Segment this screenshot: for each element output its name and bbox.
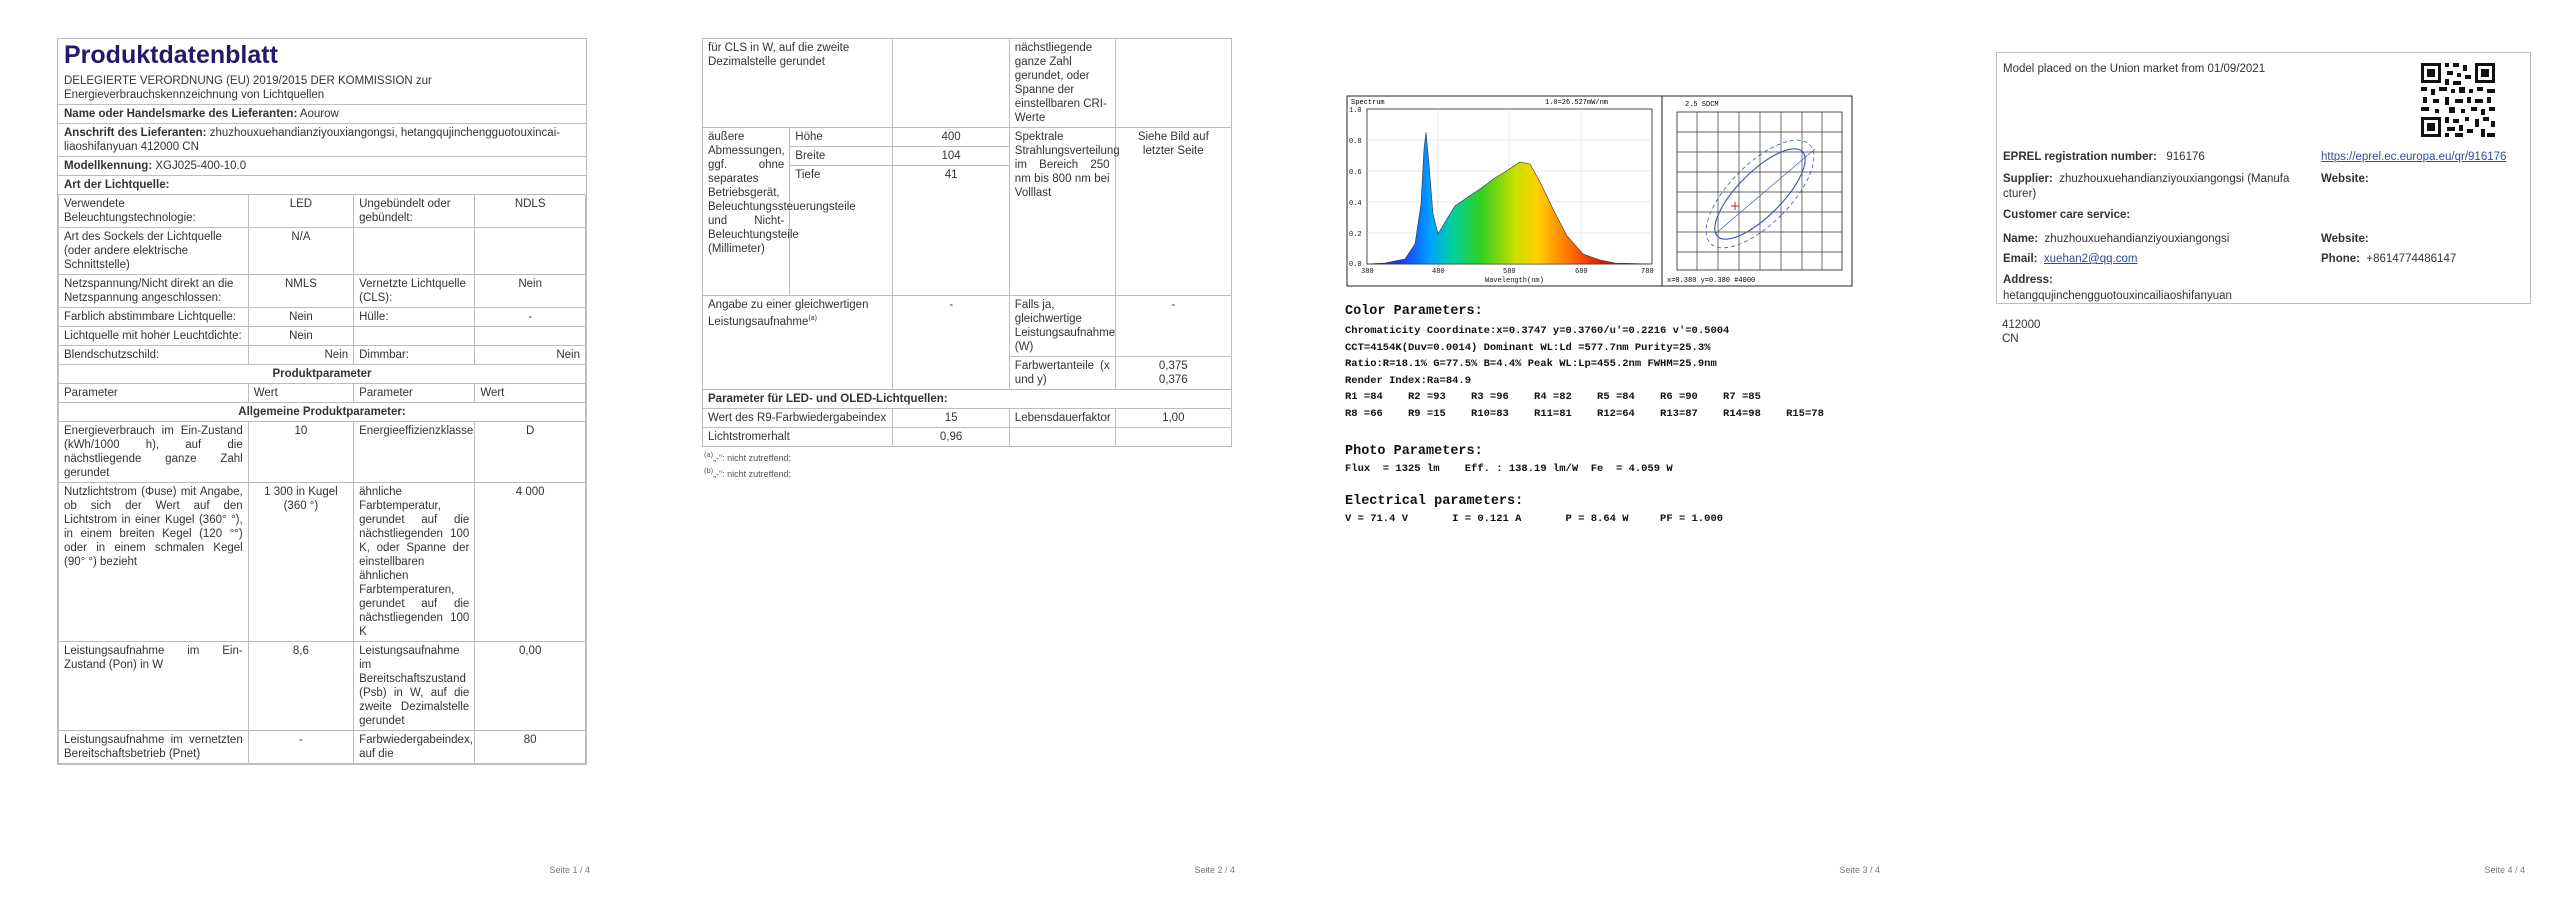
lifetime-factor-label: Lebensdauerfaktor [1009,409,1115,428]
table-cell: - [475,308,586,327]
y-tick-label: 0.6 [1349,169,1362,177]
lumen-maintenance-value: 0,96 [893,428,1009,447]
table-cell [475,228,586,275]
column-header: Wert [475,384,586,403]
table-cell [354,228,475,275]
contact-name-value: zhuzhouxuehandianziyouxiangongsi [2044,233,2230,245]
lumen-maintenance-label: Lichtstromerhalt [703,428,893,447]
chromaticity-y: 0,376 [1158,374,1188,386]
table-cell: N/A [248,228,353,275]
chromaticity-x: 0,375 [1158,360,1188,372]
eprel-label: EPREL registration number: [2003,151,2157,163]
table-row [703,296,1232,357]
light-source-type-label: Art der Lichtquelle: [58,175,586,194]
x-tick-label: 580 [1503,268,1516,276]
footnote-text: „-“: nicht zutreffend; [713,453,792,463]
customer-care-label: Customer care service: [2003,209,2131,221]
light-source-table [58,194,586,764]
table-row [59,228,586,275]
section-row [59,365,586,384]
market-placement-text: Model placed on the Union market from 01/09/2021 [2003,63,2266,75]
dimension-width-label: Breite [790,147,893,166]
equivalent-power-value: - [893,296,1009,390]
phone-value: +8614774486147 [2366,253,2457,265]
electrical-parameters-section [1345,494,1723,525]
r9-value: 15 [893,409,1009,428]
y-tick-label: 0.2 [1349,231,1362,239]
table-cell: 4 000 [475,483,586,642]
table-cell: Leistungsaufnahme im Ein-Zustand (Pon) in W [59,642,249,731]
column-header: Wert [248,384,353,403]
spectrum-peak-label: 1.0=26.527mW/nm [1545,99,1609,107]
footnote-a [702,447,1232,466]
continued-table-frame [702,38,1232,482]
eprel-link[interactable]: https://eprel.ec.europa.eu/qr/916176 [2321,151,2507,163]
r9-label: Wert des R9-Farbwiedergabeindex [703,409,893,428]
table-row [59,327,586,346]
y-tick-label: 0.0 [1349,261,1362,269]
cie-coordinate-label: x=0.380 y=0.380 #4000 [1667,277,1756,285]
address-line: 412000 [2002,319,2041,331]
table-cell: 80 [475,731,586,764]
if-yes-label: Falls ja, gleichwertige Leistungsaufnahme (W) [1009,296,1115,357]
eprel-value: 916176 [2166,151,2205,163]
spectral-label: Spektrale Strahlungsverteilung im Bereich 250 nm bis 800 nm bei Volllast [1009,128,1115,296]
eprel-row [2003,151,2205,163]
column-header-row [59,384,586,403]
chromaticity-label: Farbwertanteile (x und y) [1009,357,1115,390]
email-link[interactable]: xuehan2@qq.com [2043,253,2138,265]
table-row [703,39,1232,128]
table-cell [354,327,475,346]
table-cell: Nein [248,327,353,346]
footnote-text: „-“: nicht zutreffend; [713,469,792,479]
cie-sdcm-label: 2.5 SDCM [1685,101,1719,109]
x-tick-label: 680 [1575,268,1588,276]
photo-parameters-section [1345,444,1673,475]
website-label: Website: [2321,173,2369,185]
lifetime-factor-value: 1,00 [1115,409,1231,428]
table-cell: 10 [248,422,353,483]
address-continued [2002,318,2040,346]
table-cell: Lichtquelle mit hoher Leuchtdichte: [59,327,249,346]
table-cell [1115,428,1231,447]
general-parameters-heading: Allgemeine Produktparameter: [59,403,586,422]
footnote-b [702,466,1232,482]
page-number: Seite 3 / 4 [1839,865,1880,875]
address-line: hetangqujinchengguotouxincailiaoshifanyuan [2003,290,2232,302]
dimension-width-value: 104 [893,147,1009,166]
page-2 [700,0,1260,905]
supplier-row [2003,173,2289,185]
table-cell [1009,428,1115,447]
eprel-info-box [1996,52,2531,304]
page-number: Seite 1 / 4 [549,865,590,875]
section-row [59,403,586,422]
cie-plot-area [1677,112,1842,270]
supplier-address-row [58,123,586,156]
supplier-address-value: zhuzhouxuehandianziyouxiangongsi, hetangqujinchengguotouxincai-liaoshifanyuan 412000 CN [64,127,561,153]
chromaticity-value [1115,357,1231,390]
table-cell [475,327,586,346]
supplier-name-label: Name oder Handelsmarke des Lieferanten: [64,108,298,120]
table-row [59,195,586,228]
photo-parameters-heading: Photo Parameters: [1345,444,1483,459]
table-cell: Leistungsaufnahme im vernetzten Bereitschaftsbetrieb (Pnet) [59,731,249,764]
section-row [703,390,1232,409]
equivalent-power-label [703,296,893,390]
spectral-value: Siehe Bild auf letzter Seite [1115,128,1231,296]
phone-row [2321,253,2456,265]
y-tick-label: 0.4 [1349,200,1362,208]
render-index-line: Render Index:Ra=84.9 [1345,374,1472,387]
r-values-line-2: R8 =66 R9 =15 R10=83 R11=81 R12=64 R13=87 R14=98 R15=78 [1345,407,1824,420]
model-row [58,156,586,175]
table-cell: Art des Sockels der Lichtquelle (oder andere elektrische Schnittstelle) [59,228,249,275]
table-cell: Nein [248,308,353,327]
x-tick-label: 480 [1432,268,1445,276]
address-line: CN [2002,333,2019,345]
model-label: Modellkennung: [64,160,153,172]
table-cell: 8,6 [248,642,353,731]
table-cell: Energieverbrauch im Ein-Zustand (kWh/1000 h), auf die nächstliegende ganze Zahl gerundet [59,422,249,483]
supplier-address-label: Anschrift des Lieferanten: [64,127,207,139]
color-parameters-lines [1345,323,1824,422]
spectrum-and-cie-figure [1345,94,1875,294]
table-cell: 1 300 in Kugel (360 °) [248,483,353,642]
dimension-depth-value: 41 [893,166,1009,296]
if-yes-value: - [1115,296,1231,357]
table-cell: Energieeffizienzklasse [354,422,475,483]
table-cell: Nutzlichtstrom (Φuse) mit Angabe, ob sich der Wert auf den Lichtstrom in einer Kugel (360° °), in einem breiten Kegel (120 °°) oder in einem schmalen Kegel (90° °) bezieht [59,483,249,642]
website2-label: Website: [2321,233,2369,245]
table-cell: Hülle: [354,308,475,327]
table-row [59,483,586,642]
table-cell: Farbwiedergabeindex, auf die [354,731,475,764]
table-cell: Netzspannung/Nicht direkt an die Netzspannung angeschlossen: [59,275,249,308]
model-value: XGJ025-400-10.0 [155,160,247,172]
table-cell [893,39,1009,128]
phone-label: Phone: [2321,253,2360,265]
supplier-name-row [58,104,586,123]
table-cell: Vernetzte Lichtquelle (CLS): [354,275,475,308]
ratio-line: Ratio:R=18.1% G=77.5% B=4.4% Peak WL:Lp=455.2nm FWHM=25.9nm [1345,358,1717,370]
x-axis-label: Wavelength(nm) [1485,277,1544,285]
table-cell: Nein [475,275,586,308]
table-cell: Leistungsaufnahme im Bereitschaftszustand (Psb) in W, auf die zweite Dezimalstelle gerundet [354,642,475,731]
email-label: Email: [2003,253,2038,265]
footnote-marker: (a) [704,450,714,459]
supplier-value: zhuzhouxuehandianziyouxiangongsi (Manufa [2059,173,2290,185]
dimension-height-label: Höhe [790,128,893,147]
r-values-line-1: R1 =84 R2 =93 R3 =96 R4 =82 R5 =84 R6 =90 R7 =85 [1345,391,1761,403]
page-number: Seite 4 / 4 [2484,865,2525,875]
page-1 [55,0,615,905]
electrical-parameters-line: V = 71.4 V I = 0.121 A P = 8.64 W PF = 1.000 [1345,513,1724,525]
table-cell: Farblich abstimmbare Lichtquelle: [59,308,249,327]
table-row [59,422,586,483]
continued-table [702,38,1232,447]
table-row [703,428,1232,447]
page-3 [1345,0,1905,905]
color-parameters-heading: Color Parameters: [1345,304,1483,319]
table-cell [1115,39,1231,128]
supplier-label: Supplier: [2003,173,2053,185]
page-number: Seite 2 / 4 [1194,865,1235,875]
table-row [59,642,586,731]
equivalent-power-text: Angabe zu einer gleichwertigen Leistungsaufnahme [708,299,869,328]
supplier-value-continued: cturer) [2003,188,2037,200]
table-row [59,346,586,365]
contact-name-row [2003,233,2229,245]
table-row [59,731,586,764]
cct-line: CCT=4154K(Duv=0.0014) Dominant WL:Ld =577.7nm Purity=25.3% [1345,341,1711,354]
dimensions-label: äußere Abmessungen, ggf. ohne separates Betriebsgerät, Beleuchtungssteuerungsteile und Nicht-Beleuchtungsteile (Millimeter) [703,128,790,296]
table-cell: Ungebündelt oder gebündelt: [354,195,475,228]
spectrum-label: Spectrum [1351,99,1385,107]
column-header: Parameter [354,384,475,403]
email-row [2003,253,2137,265]
table-cell: Dimmbar: [354,346,475,365]
dimension-height-value: 400 [893,128,1009,147]
page-title: Produktdatenblatt [64,41,278,69]
dimension-depth-label: Tiefe [790,166,893,296]
table-row [59,308,586,327]
table-cell: Nein [475,346,586,365]
product-parameters-heading: Produktparameter [59,365,586,384]
table-row [703,128,1232,147]
supplier-name-value: Aourow [299,108,339,120]
y-tick-label: 1.0 [1349,107,1362,115]
table-cell: ähnliche Farbtemperatur, gerundet auf die nächstliegenden 100 K, oder Spanne der einstellbaren ähnlichen Farbtemperaturen, gerundet auf die nächstliegenden 100 K [354,483,475,642]
color-parameters-section [1345,304,1824,422]
regulation-text: DELEGIERTE VERORDNUNG (EU) 2019/2015 DER KOMMISSION zur Energieverbrauchskennzeichnung von Lichtquellen [64,75,432,101]
x-tick-label: 380 [1361,268,1374,276]
electrical-parameters-heading: Electrical parameters: [1345,494,1524,509]
table-cell: Verwendete Beleuchtungstechnologie: [59,195,249,228]
table-cell: - [248,731,353,764]
photo-parameters-line: Flux = 1325 lm Eff. : 138.19 lm/W Fe = 4.059 W [1345,463,1673,475]
footnote-marker: (b) [704,466,714,475]
footnote-marker: (a) [808,315,817,322]
led-section-heading: Parameter für LED- und OLED-Lichtquellen: [703,390,1232,409]
table-cell: D [475,422,586,483]
address-label: Address: [2003,274,2053,286]
column-header: Parameter [59,384,249,403]
x-tick-label: 780 [1641,268,1654,276]
table-cell: LED [248,195,353,228]
y-tick-label: 0.8 [1349,138,1362,146]
address-block [2003,289,2232,303]
qr-code-image [2419,61,2497,139]
table-cell: Blendschutzschild: [59,346,249,365]
table-cell: für CLS in W, auf die zweite Dezimalstelle gerundet [703,39,893,128]
table-cell: Nein [248,346,353,365]
table-row [703,409,1232,428]
table-cell: NDLS [475,195,586,228]
table-row [59,275,586,308]
page-4 [1990,0,2550,905]
table-cell: nächstliegende ganze Zahl gerundet, oder Spanne der einstellbaren CRI-Werte [1009,39,1115,128]
table-cell: NMLS [248,275,353,308]
contact-name-label: Name: [2003,233,2039,245]
table-cell: 0,00 [475,642,586,731]
chromaticity-line: Chromaticity Coordinate:x=0.3747 y=0.3760/u'=0.2216 v'=0.5004 [1345,325,1730,337]
product-datasheet-frame [57,38,587,765]
